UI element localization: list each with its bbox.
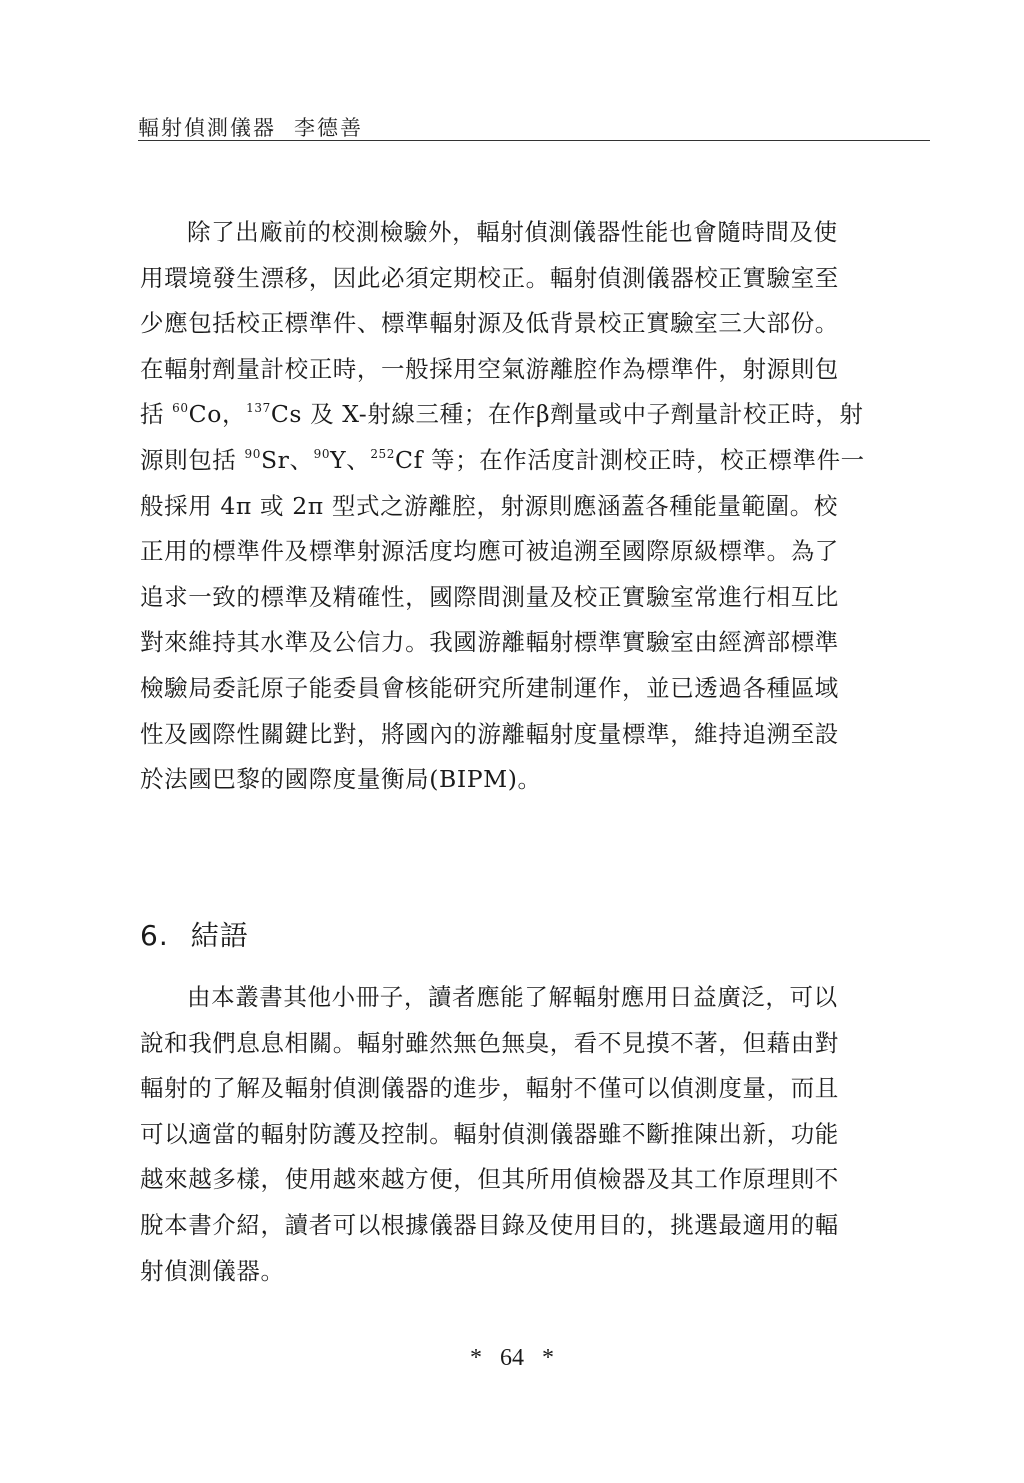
text-line: 於法國巴黎的國際度量衡局(BIPM)。 <box>140 765 542 794</box>
running-header <box>138 112 363 142</box>
text-line: 用環境發生漂移，因此必須定期校正。輻射偵測儀器校正實驗室至 <box>140 263 839 292</box>
text-line: 源則包括 $^{90}$Sr、$^{90}$Y、$^{252}$Cf 等；在作活度計測校正時，校正標準件一 <box>140 445 865 474</box>
text-line: 括 $^{60}$Co，$^{137}$Cs 及 X-射線三種；在作β劑量或中子劑量計校正時，射 <box>140 400 864 429</box>
text-line: 脫本書介紹，讀者可以根據儀器目錄及使用目的，挑選最適用的輻 <box>140 1210 839 1239</box>
book-title: 輻射偵測儀器 <box>138 116 276 140</box>
header-rule <box>138 140 930 141</box>
section-title: 結語 <box>190 919 249 952</box>
isotope-mass-number: 137 <box>246 401 271 416</box>
text-line: 正用的標準件及標準射源活度均應可被追溯至國際原級標準。為了 <box>140 537 839 566</box>
text-line: 追求一致的標準及精確性，國際間測量及校正實驗室常進行相互比 <box>140 582 839 611</box>
isotope-mass-number: 90 <box>244 446 261 461</box>
text-line: 在輻射劑量計校正時，一般採用空氣游離腔作為標準件，射源則包 <box>140 354 839 383</box>
isotope-mass-number: 90 <box>313 446 331 461</box>
text-line: 性及國際性關鍵比對，將國內的游離輻射度量標準，維持追溯至設 <box>140 719 839 748</box>
text-line: 由本叢書其他小冊子，讀者應能了解輻射應用日益廣泛，可以 <box>187 983 838 1011</box>
text-line: 對來維持其水準及公信力。我國游離輻射標準實驗室由經濟部標準 <box>140 628 839 657</box>
paragraph-calibration <box>140 210 935 803</box>
section-heading <box>140 914 249 954</box>
text-line: 檢驗局委託原子能委員會核能研究所建制運作，並已透過各種區域 <box>140 673 839 702</box>
text-line: 說和我們息息相關。輻射雖然無色無臭，看不見摸不著，但藉由對 <box>140 1028 839 1057</box>
text-line: 輻射的了解及輻射偵測儀器的進步，輻射不僅可以偵測度量，而且 <box>140 1074 839 1103</box>
text-line: 越來越多樣，使用越來越方便，但其所用偵檢器及其工作原理則不 <box>140 1165 839 1194</box>
author-name: 李德善 <box>294 116 363 140</box>
text-line: 射偵測儀器。 <box>140 1256 285 1285</box>
text-line: 可以適當的輻射防護及控制。輻射偵測儀器雖不斷推陳出新，功能 <box>140 1119 839 1148</box>
page-number: * 64 * <box>470 1345 554 1371</box>
paragraph-conclusion <box>140 975 935 1294</box>
isotope-mass-number: 252 <box>370 446 396 461</box>
isotope-mass-number: 60 <box>172 401 189 416</box>
text-line: 般採用 4π 或 2π 型式之游離腔，射源則應涵蓋各種能量範圍。校 <box>140 491 838 520</box>
text-line: 少應包括校正標準件、標準輻射源及低背景校正實驗室三大部份。 <box>140 309 839 338</box>
section-number: 6. <box>140 919 169 952</box>
text-line: 除了出廠前的校測檢驗外，輻射偵測儀器性能也會隨時間及使 <box>187 218 838 246</box>
